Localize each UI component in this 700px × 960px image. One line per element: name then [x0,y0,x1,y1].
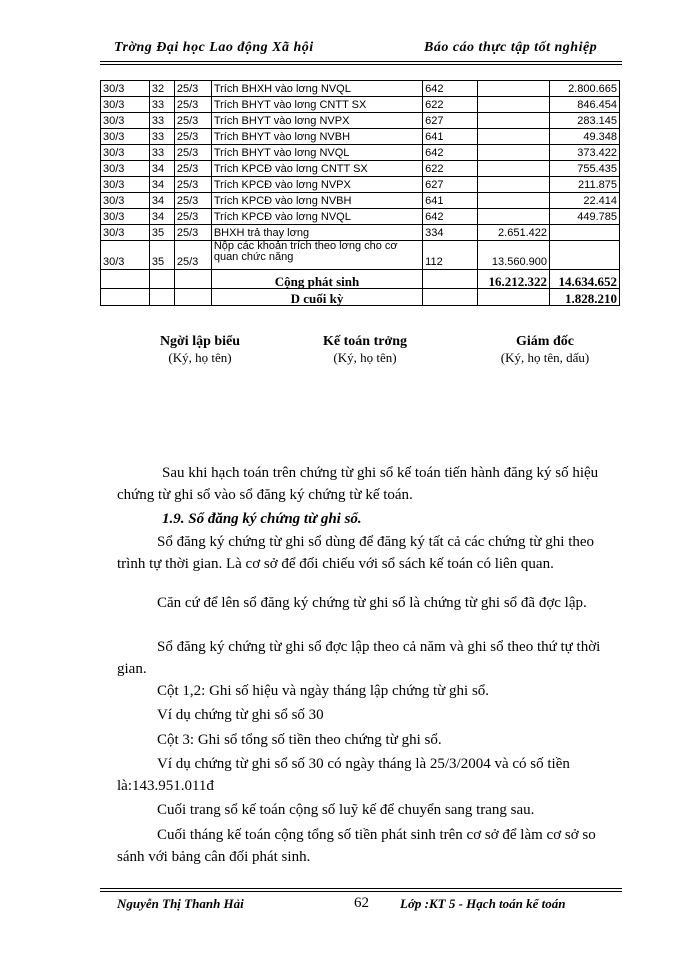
cell-empty [101,270,150,289]
signature-accountant-title: Kế toán trởng [323,334,407,349]
balance-label: D cuối kỳ [211,289,422,306]
body-paragraph-4: Sổ đăng ký chứng từ ghi sổ đợc lập theo cả năm và ghi sổ theo thứ tự thời gian. [117,639,601,677]
cell-voucher-date: 25/3 [174,209,211,225]
cell-voucher-no: 34 [149,177,174,193]
cell-voucher-no: 32 [149,81,174,97]
cell-voucher-no: 34 [149,161,174,177]
cell-credit: 755.435 [549,161,619,177]
table-row [101,193,620,209]
signature-director-title: Giám đốc [516,334,574,349]
cell-description: Trích KPCĐ vào lơng NVPX [211,177,422,193]
cell-date: 30/3 [101,193,150,209]
cell-account: 112 [423,241,478,270]
cell-date: 30/3 [101,225,150,241]
cell-date: 30/3 [101,209,150,225]
ledger-table [100,80,620,306]
cell-voucher-no: 33 [149,97,174,113]
cell-empty [149,270,174,289]
cell-credit: 373.422 [549,145,619,161]
body-paragraph-7: Cột 3: Ghi sổ tổng số tiền theo chứng từ ghi sổ. [157,732,442,748]
body-paragraph-8: Ví dụ chứng từ ghi sổ số 30 có ngày tháng là 25/3/2004 và có số tiền là:143.951.011đ [117,756,570,794]
cell-voucher-date: 25/3 [174,225,211,241]
cell-description: Trích BHYT vào lơng NVBH [211,129,422,145]
cell-date: 30/3 [101,97,150,113]
header-school: Trờng Đại học Lao động Xã hội [114,40,314,55]
cell-voucher-no: 35 [149,225,174,241]
cell-credit [549,225,619,241]
cell-credit: 846.454 [549,97,619,113]
cell-voucher-no: 33 [149,113,174,129]
cell-date: 30/3 [101,113,150,129]
cell-description: Trích BHYT vào lơng NVPX [211,113,422,129]
cell-description: BHXH trả thay lơng [211,225,422,241]
ledger-body [101,81,620,306]
body-paragraph-1: Sau khi hạch toán trên chứng từ ghi sổ kế toán tiến hành đăng ký số hiệu chứng từ ghi sổ vào sổ đăng ký chứng từ kế toán. [117,465,599,503]
total-label: Cộng phát sinh [211,270,422,289]
cell-voucher-date: 25/3 [174,129,211,145]
cell-date: 30/3 [101,129,150,145]
table-row [101,177,620,193]
cell-empty [423,270,478,289]
cell-description: Trích KPCĐ vào lơng NVQL [211,209,422,225]
cell-account: 642 [423,209,478,225]
table-row [101,129,620,145]
cell-description: Trích BHXH vào lơng NVQL [211,81,422,97]
cell-description: Trích BHYT vào lơng CNTT SX [211,97,422,113]
cell-debit [478,177,550,193]
cell-description: Trích KPCĐ vào lơng NVBH [211,193,422,209]
cell-empty [478,289,550,306]
cell-debit [478,193,550,209]
cell-debit [478,161,550,177]
cell-voucher-no: 34 [149,193,174,209]
section-heading: 1.9. Sổ đăng ký chứng từ ghi sổ. [162,511,362,527]
cell-debit [478,209,550,225]
cell-date: 30/3 [101,177,150,193]
cell-date: 30/3 [101,145,150,161]
footer-rule-top [100,888,622,889]
cell-empty [174,289,211,306]
cell-empty [423,289,478,306]
body-paragraph-6: Ví dụ chứng từ ghi sổ số 30 [157,707,324,723]
cell-voucher-date: 25/3 [174,241,211,270]
header-report-title: Báo cáo thực tập tốt nghiệp [424,40,598,55]
cell-description: Trích BHYT vào lơng NVQL [211,145,422,161]
body-paragraph-3: Căn cứ để lên sổ đăng ký chứng từ ghi sổ là chứng từ ghi sổ đã đợc lập. [157,595,587,611]
body-paragraph-9: Cuối trang sổ kế toán cộng số luỹ kế để chuyển sang trang sau. [157,802,535,818]
cell-credit: 22.414 [549,193,619,209]
cell-voucher-no: 33 [149,129,174,145]
cell-voucher-date: 25/3 [174,97,211,113]
cell-date: 30/3 [101,161,150,177]
cell-account: 627 [423,177,478,193]
cell-account: 334 [423,225,478,241]
cell-debit [478,145,550,161]
balance-credit: 1.828.210 [549,289,619,306]
page-number: 62 [354,895,369,911]
signature-director-sub: (Ký, họ tên, dấu) [500,350,590,365]
footer-class: Lớp :KT 5 - Hạch toán kế toán [400,896,566,911]
header-rule-bottom [100,64,622,65]
cell-account: 622 [423,161,478,177]
table-row [101,161,620,177]
total-row [101,270,620,289]
cell-voucher-date: 25/3 [174,177,211,193]
cell-voucher-no: 35 [149,241,174,270]
cell-voucher-date: 25/3 [174,113,211,129]
cell-voucher-no: 34 [149,209,174,225]
table-row [101,209,620,225]
header-rule-top [100,61,622,62]
signature-preparer-title: Ngời lập biểu [159,334,241,349]
cell-debit: 2.651.422 [478,225,550,241]
cell-credit: 2.800.665 [549,81,619,97]
table-row [101,81,620,97]
balance-row [101,289,620,306]
cell-voucher-date: 25/3 [174,145,211,161]
cell-voucher-date: 25/3 [174,193,211,209]
footer-author: Nguyễn Thị Thanh Hải [117,896,244,911]
cell-debit [478,129,550,145]
table-row [101,97,620,113]
cell-credit [549,241,619,270]
cell-debit [478,81,550,97]
cell-credit: 449.785 [549,209,619,225]
cell-voucher-date: 25/3 [174,81,211,97]
cell-credit: 211.875 [549,177,619,193]
cell-account: 627 [423,113,478,129]
footer-rule-bottom [100,891,622,892]
cell-empty [101,289,150,306]
total-credit: 14.634.652 [549,270,619,289]
signature-accountant-sub: (Ký, họ tên) [333,350,397,365]
cell-date: 30/3 [101,241,150,270]
cell-voucher-no: 33 [149,145,174,161]
cell-empty [149,289,174,306]
cell-empty [174,270,211,289]
body-paragraph-2: Sổ đăng ký chứng từ ghi sổ dùng để đăng ký tất cả các chứng từ ghi theo trình tự thời gian. Là cơ sở để đối chiếu với sổ sách kế toán có liên quan. [117,534,595,572]
cell-debit: 13.560.900 [478,241,550,270]
cell-debit [478,97,550,113]
cell-credit: 49.348 [549,129,619,145]
total-debit: 16.212.322 [478,270,550,289]
table-row [101,145,620,161]
cell-account: 642 [423,145,478,161]
cell-voucher-date: 25/3 [174,161,211,177]
table-row [101,225,620,241]
cell-description: Trích KPCĐ vào lơng CNTT SX [211,161,422,177]
cell-description: Nộp các khoản trích theo lơng cho cơ quan chức năng [211,241,422,270]
signature-preparer-sub: (Ký, họ tên) [168,350,232,365]
body-paragraph-10: Cuối tháng kế toán cộng tổng số tiền phát sinh trên cơ sở để làm cơ sở so sánh với bảng cân đối phát sinh. [117,827,596,865]
cell-date: 30/3 [101,81,150,97]
table-row [101,113,620,129]
cell-account: 641 [423,129,478,145]
cell-debit [478,113,550,129]
cell-account: 641 [423,193,478,209]
cell-account: 622 [423,97,478,113]
body-paragraph-5: Cột 1,2: Ghi số hiệu và ngày tháng lập chứng từ ghi sổ. [157,683,490,699]
cell-account: 642 [423,81,478,97]
table-row [101,241,620,270]
cell-credit: 283.145 [549,113,619,129]
